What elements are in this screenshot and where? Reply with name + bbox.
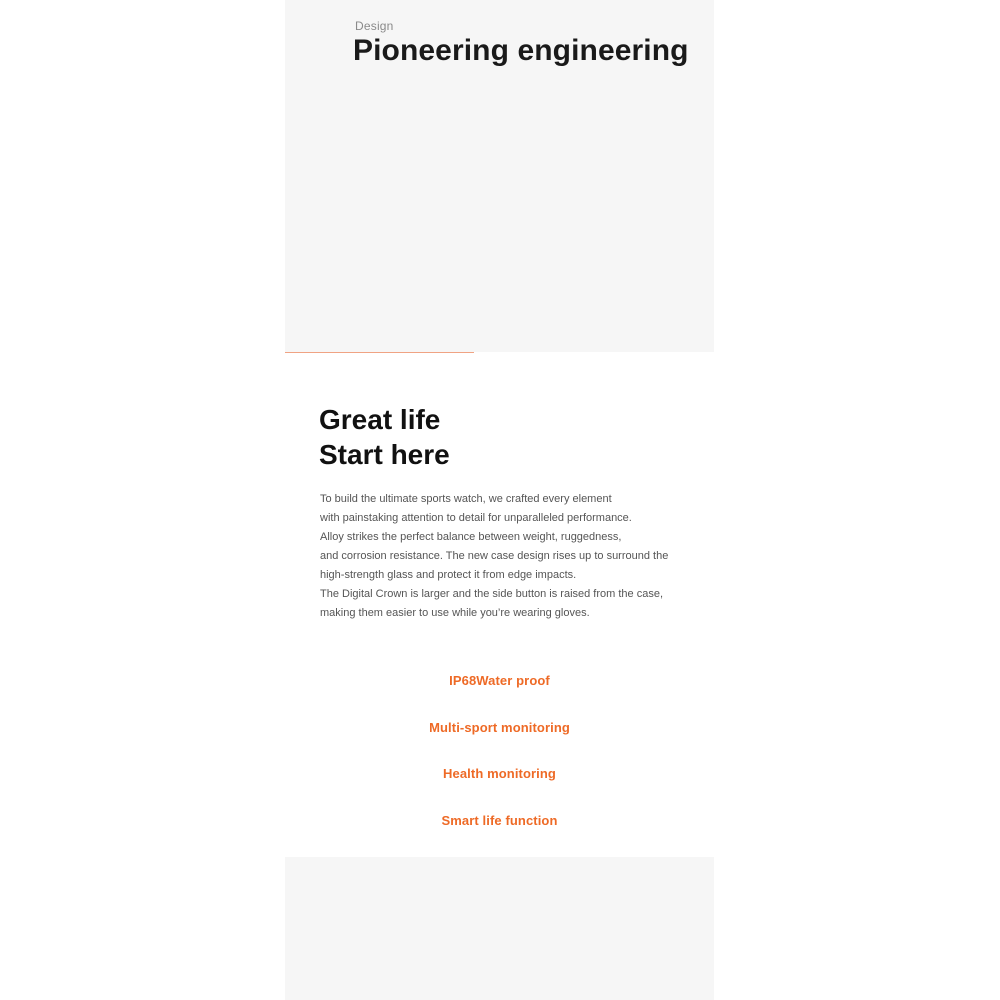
hero-title-line: Great life <box>319 404 441 435</box>
feature-smart-life: Smart life function <box>441 813 558 828</box>
next-section-panel <box>285 857 714 1000</box>
description-line: high-strength glass and protect it from edge impacts. <box>320 569 577 581</box>
feature-list <box>285 0 714 1000</box>
section-eyebrow: Design <box>355 19 394 33</box>
description-line: Alloy strikes the perfect balance between weight, ruggedness, <box>320 531 622 543</box>
section-title: Pioneering engineering <box>353 34 689 67</box>
description-line: with painstaking attention to detail for unparalleled performance. <box>320 512 632 524</box>
hero-title-line: Start here <box>319 439 450 470</box>
description-line: The Digital Crown is larger and the side button is raised from the case, <box>320 588 663 600</box>
description-line: and corrosion resistance. The new case design rises up to surround the <box>320 550 669 562</box>
content-column <box>285 0 714 1000</box>
feature-health: Health monitoring <box>443 766 556 781</box>
description-line: To build the ultimate sports watch, we crafted every element <box>320 493 612 505</box>
description-line: making them easier to use while you’re wearing gloves. <box>320 607 590 619</box>
feature-multi-sport: Multi-sport monitoring <box>429 720 570 735</box>
feature-waterproof: IP68Water proof <box>449 673 550 688</box>
